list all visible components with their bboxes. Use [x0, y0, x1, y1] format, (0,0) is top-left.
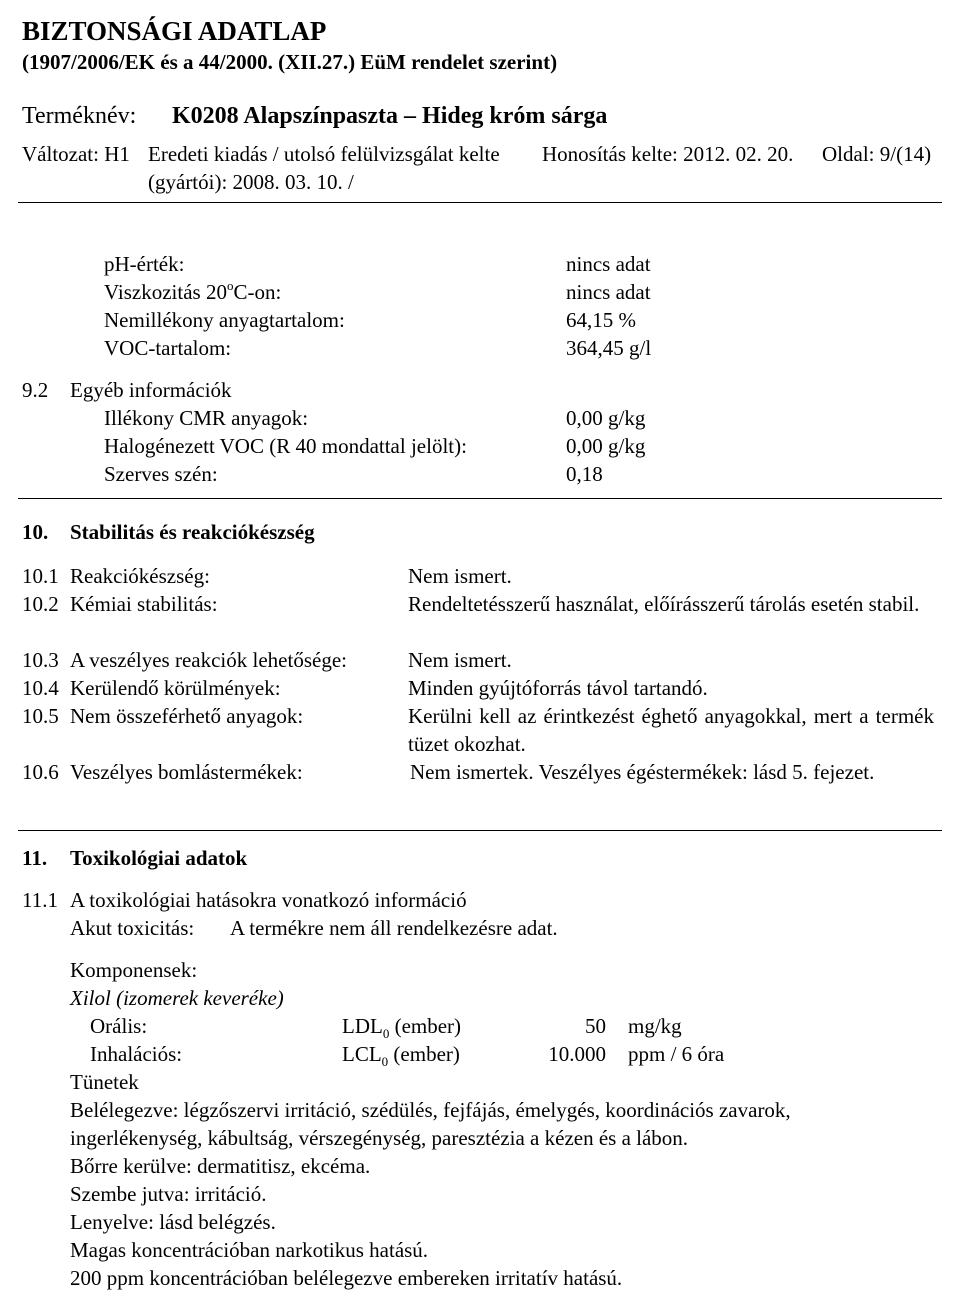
prop-label: Viszkozitás 20$^o$C-on: [104, 278, 282, 304]
tox-param: $LDL_0$ (ember) [342, 1014, 462, 1041]
prop-value: nincs adat [566, 280, 651, 304]
section-divider [18, 498, 942, 499]
symptom-line: Lenyelve: lásd belégzés. [70, 1210, 276, 1234]
info-label: Szerves szén: [104, 462, 218, 486]
item-label: A veszélyes reakciók lehetősége: [70, 648, 347, 672]
page-number: Oldal: 9/(14) [822, 142, 932, 166]
version: Változat: H1 [22, 142, 130, 166]
prop-value: 64,15 % [566, 308, 636, 332]
prop-label: Nemillékony anyagtartalom: [104, 308, 345, 332]
document-title: BIZTONSÁGI ADATLAP [22, 16, 327, 46]
info-label: Illékony CMR anyagok: [104, 406, 309, 430]
info-value: 0,00 g/kg [566, 406, 646, 430]
symptom-line: Belélegezve: légzőszervi irritáció, szédülés, fejfájás, émelygés, koordinációs zavarok, ingerlékenység, kábultság, vérszegénység, paresztézia a kézen és a lábon. [70, 1098, 791, 1150]
tox-unit: mg/kg [628, 1014, 682, 1038]
item-label: Kerülendő körülmények: [70, 676, 281, 700]
prop-value: nincs adat [566, 252, 651, 276]
item-value: Nem ismertek. Veszélyes égéstermékek: lásd 5. fejezet. [410, 760, 875, 784]
components-label: Komponensek: [70, 958, 198, 982]
item-label: Veszélyes bomlástermékek: [70, 760, 303, 784]
symptoms-label: Tünetek [70, 1070, 139, 1094]
acute-toxicity-label: Akut toxicitás: [70, 916, 195, 940]
document-subtitle: (1907/2006/EK és a 44/2000. (XII.27.) EüM rendelet szerint) [22, 50, 558, 74]
item-value: Kerülni kell az érintkezést éghető anyagokkal, mert a termék tüzet okozhat. [408, 704, 934, 756]
symptom-line: Bőrre kerülve: dermatitisz, ekcéma. [70, 1154, 371, 1178]
item-value: Minden gyújtóforrás távol tartandó. [408, 676, 708, 700]
tox-value: 10.000 [548, 1042, 606, 1066]
section-title: Toxikológiai adatok [70, 846, 248, 870]
section-divider [18, 830, 942, 831]
component-name: Xilol (izomerek keveréke) [70, 986, 284, 1010]
product-name: K0208 Alapszínpaszta – Hideg króm sárga [172, 103, 608, 129]
acute-toxicity-value: A termékre nem áll rendelkezésre adat. [230, 916, 558, 940]
issue-date-value: (gyártói): 2008. 03. 10. / [148, 170, 354, 194]
symptom-line: Szembe jutva: irritáció. [70, 1182, 267, 1206]
symptom-line: Magas koncentrációban narkotikus hatású. [70, 1238, 429, 1262]
item-number: 10.4 [22, 676, 59, 700]
subsection-number: 11.1 [22, 888, 58, 912]
item-number: 10.5 [22, 704, 59, 728]
item-value: Nem ismert. [408, 564, 512, 588]
item-number: 10.3 [22, 648, 59, 672]
tox-unit: ppm / 6 óra [628, 1042, 725, 1066]
section-number: 9.2 [22, 378, 49, 402]
issue-date-label: Eredeti kiadás / utolsó felülvizsgálat kelte [148, 142, 500, 166]
product-label: Terméknév: [22, 103, 137, 129]
item-label: Nem összeférhető anyagok: [70, 704, 304, 728]
tox-value: 50 [585, 1014, 606, 1038]
section-number: 11. [22, 846, 48, 870]
item-number: 10.1 [22, 564, 59, 588]
info-label: Halogénezett VOC (R 40 mondattal jelölt): [104, 434, 467, 458]
item-value: Rendeltetésszerű használat, előírásszerű tárolás esetén stabil. [408, 592, 920, 616]
tox-route: Inhalációs: [90, 1042, 183, 1066]
prop-label: pH-érték: [104, 252, 185, 276]
item-label: Kémiai stabilitás: [70, 592, 218, 616]
section-title: Egyéb információk [70, 378, 232, 402]
subsection-title: A toxikológiai hatásokra vonatkozó információ [70, 888, 467, 912]
info-value: 0,18 [566, 462, 603, 486]
item-number: 10.2 [22, 592, 59, 616]
prop-value: 364,45 g/l [566, 336, 652, 360]
item-label: Reakciókészség: [70, 564, 210, 588]
header-divider [18, 202, 942, 203]
tox-route: Orális: [90, 1014, 148, 1038]
tox-param: $LCL_0$ (ember) [342, 1042, 460, 1069]
section-title: Stabilitás és reakciókészség [70, 520, 315, 544]
prop-label: VOC-tartalom: [104, 336, 232, 360]
item-number: 10.6 [22, 760, 59, 784]
localization-date: Honosítás kelte: 2012. 02. 20. [542, 142, 794, 166]
symptom-line: 200 ppm koncentrációban belélegezve embereken irritatív hatású. [70, 1266, 623, 1290]
section-number: 10. [22, 520, 49, 544]
item-value: Nem ismert. [408, 648, 512, 672]
info-value: 0,00 g/kg [566, 434, 646, 458]
